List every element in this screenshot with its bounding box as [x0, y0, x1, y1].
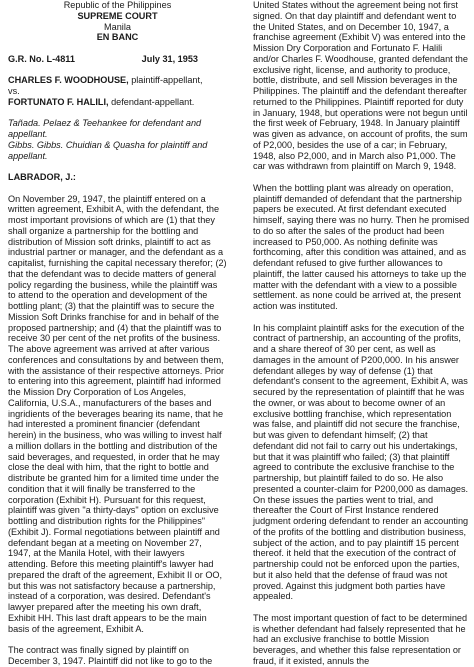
paragraph: The most important question of fact to be determined is whether defendant had falsely represented that he had an exclusive franchise to bottle Mission beverages, and whether this false representation or fraud, if it existed, annuls the — [253, 612, 468, 666]
defendant-name: FORTUNATO F. HALILI, — [8, 96, 109, 107]
decision-date: July 31, 1953 — [141, 53, 198, 64]
court-name: SUPREME COURT — [77, 10, 158, 21]
paragraph: In his complaint plaintiff asks for the execution of the contract of partnership, an accounting of the profits, and a share thereof of 30 per cent, as well as damages in the amount of P200,000. In his answer defendant alleges by way of defense (1) that defendant's consent to the agreement, Exhibit A, was secured by the representation of plaintiff that he was the owner, or was about to become owner of an exclusive bottling franchise, which representation was false, and plaintiff did not secure the franchise, but was given to defendant himself; (2) that defendant did not fail to carry out his undertakings, but that it was plaintiff who failed; (3) that plaintiff agreed to contribute the exclusive franchise to the partnership, but plaintiff failed to do so. He also presented a counter-claim for P200,000 as damages. On these issues the parties went to trial, and thereafter the Court of First Instance rendered judgment ordering defendant to render an accounting of the profits of the bottling and distribution business, subject of the action, and to pay plaintiff 15 percent thereof. it held that the execution of the contract of partnership could not be enforced upon the parties, but it also held that the defense of fraud was not proved. Against this judgment both parties have appealed. — [253, 322, 469, 602]
republic-line: Republic of the Philippines — [63, 0, 172, 10]
defendant-counsel: Tañada. Pelaez & Teehankee for defendant and appellant. — [8, 118, 202, 139]
paragraph: On November 29, 1947, the plaintiff entered on a written agreement, Exhibit A, with the defendant, the most important provisions of which are (1) that they shall organize a partnership for the bottling and distribution of Mission soft drinks, plaintiff to act as industrial partner or manager, and the defendant as a capitalist, furnishing the capital necessary therefor; (2) that the defendant was to decide matters of general policy regarding the business, while the plaintiff was to attend to the operation and development of the bottling plant; (3) that the plaintiff was to secure the Mission Soft Drinks franchise for and in behalf of the proposed partnership; and (4) that the plaintiff was to receive 30 per cent of the net profits of the business. The above agreement was arrived at after various conferences and consultations by and between them, with the assistance of their respective attorneys. Prior to entering into this agreement, plaintiff had informed the Mission Dry Corporation of Los Angeles, California, U.S.A., manufacturers of the bases and ingridients of the beverages bearing its name, that he had interested a prominent financier (defendant herein) in the business, who was willing to invest half a million dollars in the bottling and distribution of the said beverages, and requested, in order that he may close the deal with him, that the right to bottle and distribute be granted him for a limited time under the condition that it will finally be transferred to the corporation (Exhibit H). Pursuant for this request, plaintiff was given "a thirty-days" option on exclusive bottling and distribution rights for the Philippines" (Exhibit J). Formal negotiations between plaintiff and defendant began at a meeting on November 27, 1947, at the Manila Hotel, with their lawyers attending. Before this meeting plaintiff's lawyer had prepared the draft of the agreement, Exhibit II or OO, but this was not satisfactory because a partnership, instead of a corporation, was desired. Defendant's lawyer prepared after the meeting his own draft, Exhibit HH. This last draft appears to be the main basis of the agreement, Exhibit A. — [8, 193, 227, 634]
division-label: EN BANC — [96, 32, 139, 43]
plaintiff-counsel: Gibbs. Gibbs. Chuidian & Quasha for plaintiff and appellant. — [8, 139, 208, 161]
plaintiff-line — [8, 75, 227, 86]
gr-number: G.R. No. L-4811 — [8, 53, 75, 64]
right-column — [253, 0, 470, 667]
plaintiff-role: plaintiff-appellant, — [128, 75, 203, 86]
paragraph: United States without the agreement being not first signed. On that day plaintiff and defendant went to the United States, and on December 10, 1947, a franchise agreement (Exhibit V) was entered into the Mission Dry Corporation and Fortunato F. Halili and/or Charles F. Woodhouse, granted defendant the exclusive right, license, and authority to produce, bottle, distribute, and sell Mission beverages in the Philippines. The plaintiff and the defendant thereafter returned to the Philippines. Plaintiff reported for duty in January, 1948, but operations were not begun until the first week of February, 1948. In January plaintiff was given as advance, on account of profits, the sum of P2,000, besides the use of a car; in February, 1948, also P2,000, and in March also P1,000. The car was withdrawn from plaintiff on March 9, 1948. — [253, 0, 468, 172]
case-number-line — [8, 54, 198, 65]
court-city: Manila — [104, 21, 131, 32]
plaintiff-name: CHARLES F. WOODHOUSE, — [8, 75, 129, 86]
paragraph: The contract was finally signed by plaintiff on December 3, 1947. Plaintiff did not like to go to the — [8, 645, 213, 666]
ponente: LABRADOR, J.: — [8, 172, 76, 182]
left-column — [8, 0, 227, 667]
paragraph: When the bottling plant was already on operation, plaintiff demanded of defendant that the partnership papers be executed. At first defendant executed himself, saying there was no hurry. Then he promised to do so after the sales of the product had been increased to P50,000. As nothing definite was forthcoming, after this condition was attained, and as defendant refused to give further allowances to plaintiff, the latter caused his attorneys to take up the matter with the defendant with a view to a possible settlement. as none could be arrived at, the present action was instituted. — [253, 182, 470, 311]
defendant-line — [8, 97, 227, 108]
defendant-role: defendant-appellant. — [108, 96, 195, 107]
versus-label: vs. — [8, 86, 20, 96]
